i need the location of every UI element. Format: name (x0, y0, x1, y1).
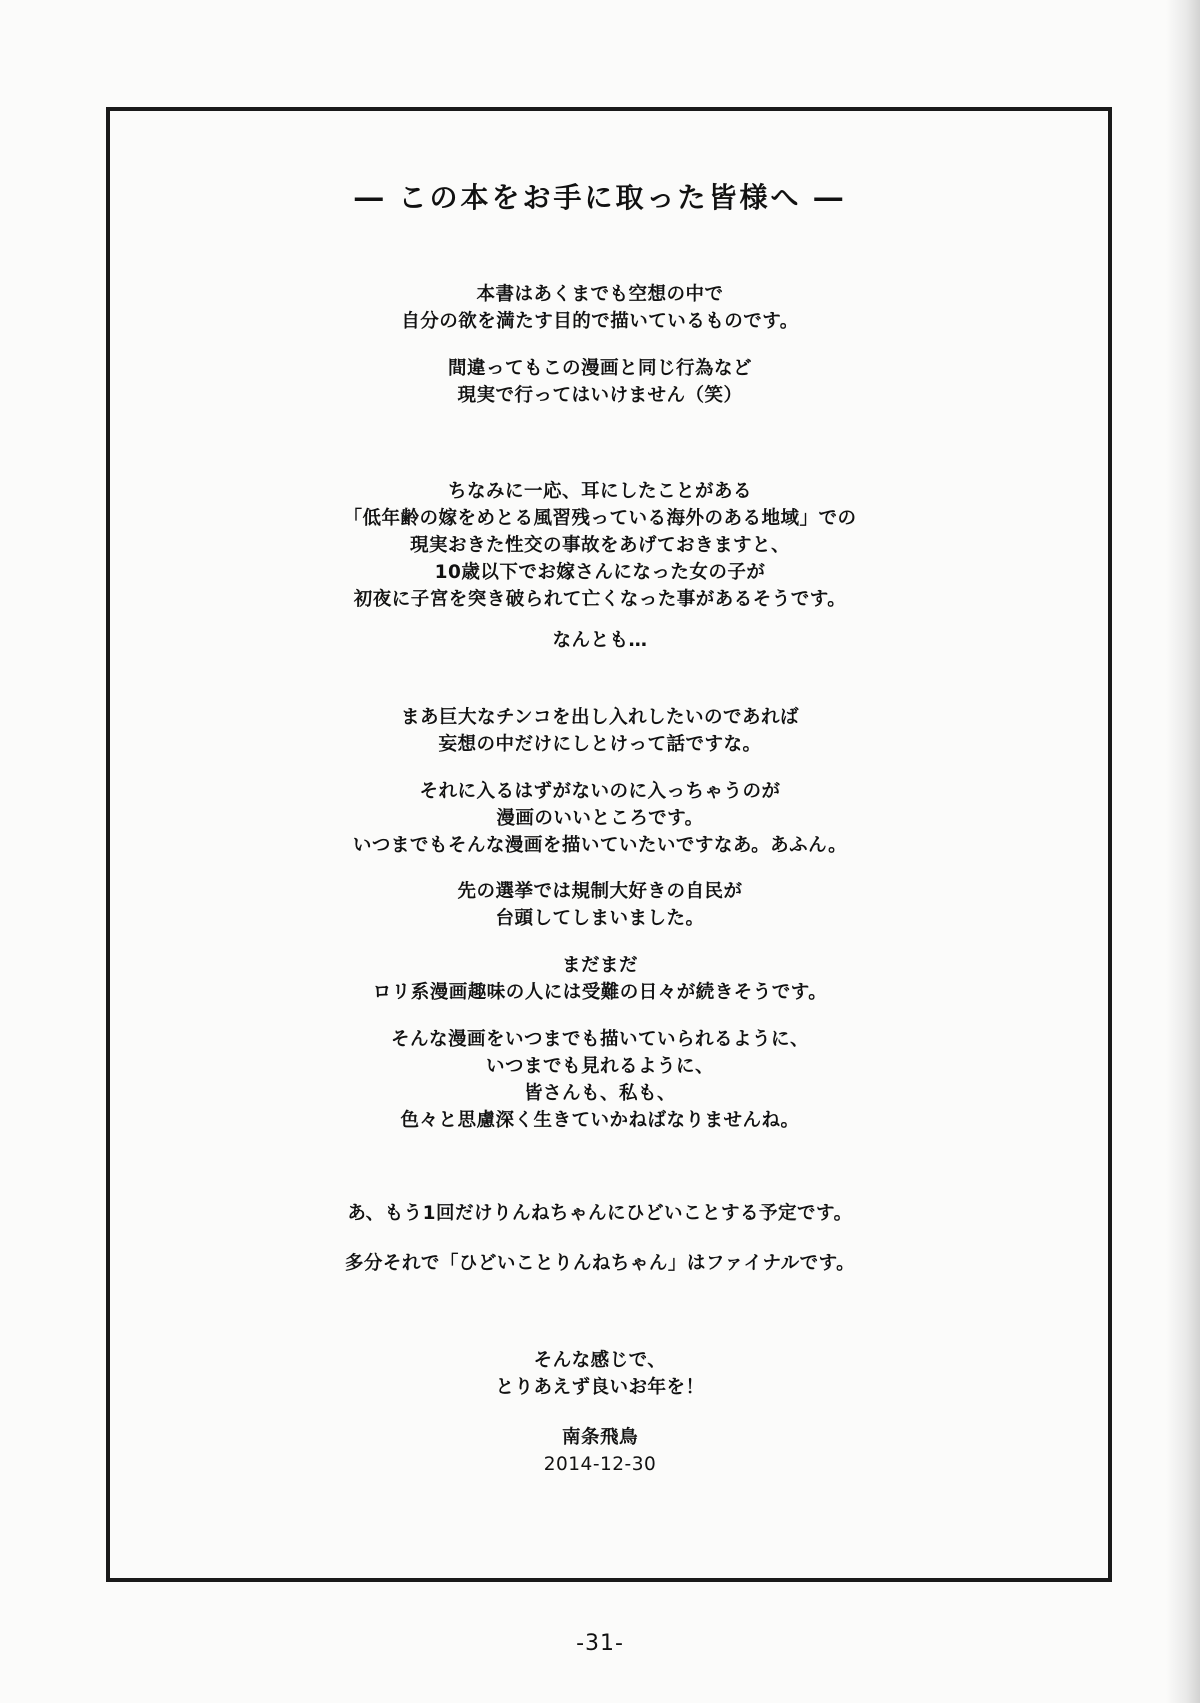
text-line: 台頭してしまいました。 (495, 908, 705, 929)
text-line: 多分それで「ひどいことりんねちゃん」はファイナルです。 (344, 1253, 856, 1274)
paragraph-hardship (0, 952, 1200, 1006)
text-line: 現実で行ってはいけません（笑） (457, 385, 743, 406)
author-name: 南条飛鳥 (561, 1427, 638, 1448)
paragraph-next-plan (0, 1200, 1200, 1227)
text-line: ロリ系漫画趣味の人には受難の日々が続きそうです。 (372, 982, 828, 1003)
text-line: 間違ってもこの漫画と同じ行為など (447, 358, 752, 379)
text-line: あ、もう1回だけりんねちゃんにひどいことする予定です。 (347, 1203, 853, 1224)
page-title: ― この本をお手に取った皆様へ ― (354, 181, 846, 214)
text-line: 色々と思慮深く生きていかねばなりませんね。 (400, 1110, 800, 1131)
text-line: なんとも… (552, 630, 648, 651)
paragraph-fantasy (0, 704, 1200, 758)
text-line: 漫画のいいところです。 (496, 808, 704, 829)
paragraph-final-note (0, 1250, 1200, 1277)
paragraph-manga-appeal (0, 778, 1200, 859)
text-line: 皆さんも、私も、 (523, 1083, 676, 1104)
text-line: まだまだ (561, 955, 638, 976)
text-line: 10歳以下でお嫁さんになった女の子が (434, 562, 766, 583)
paragraph-reaction (0, 627, 1200, 654)
signature-block (0, 1424, 1200, 1478)
text-line: いつまでも見れるように、 (485, 1056, 714, 1077)
paragraph-election (0, 878, 1200, 932)
paragraph-resolve (0, 1026, 1200, 1134)
text-line: 「低年齢の嫁をめとる風習残っている海外のある地域」での (343, 508, 857, 529)
text-line: 本書はあくまでも空想の中で (476, 284, 724, 305)
page-number: -31- (576, 1631, 624, 1656)
text-line: それに入るはずがないのに入っちゃうのが (419, 781, 781, 802)
paragraph-warning (0, 355, 1200, 409)
text-line: ちなみに一応、耳にしたことがある (447, 481, 752, 502)
text-line: いつまでもそんな漫画を描いていたいですなあ。あふん。 (352, 835, 848, 856)
text-line: そんな漫画をいつまでも描いていられるように、 (390, 1029, 809, 1050)
text-line: 先の選挙では規制大好きの自民が (457, 881, 743, 902)
text-line: 初夜に子宮を突き破られて亡くなった事があるそうです。 (353, 589, 847, 610)
text-line: まあ巨大なチンコを出し入れしたいのであれば (400, 707, 800, 728)
paragraph-anecdote (0, 478, 1200, 613)
paragraph-closing (0, 1347, 1200, 1401)
text-line: 現実おきた性交の事故をあげておきますと、 (409, 535, 790, 556)
text-line: とりあえず良いお年を！ (495, 1377, 705, 1398)
paragraph-disclaimer (0, 281, 1200, 335)
text-line: そんな感じで、 (533, 1350, 667, 1371)
text-line: 妄想の中だけにしとけって話ですな。 (438, 734, 762, 755)
signature-date: 2014-12-30 (543, 1454, 657, 1475)
text-line: 自分の欲を満たす目的で描いているものです。 (401, 311, 799, 332)
